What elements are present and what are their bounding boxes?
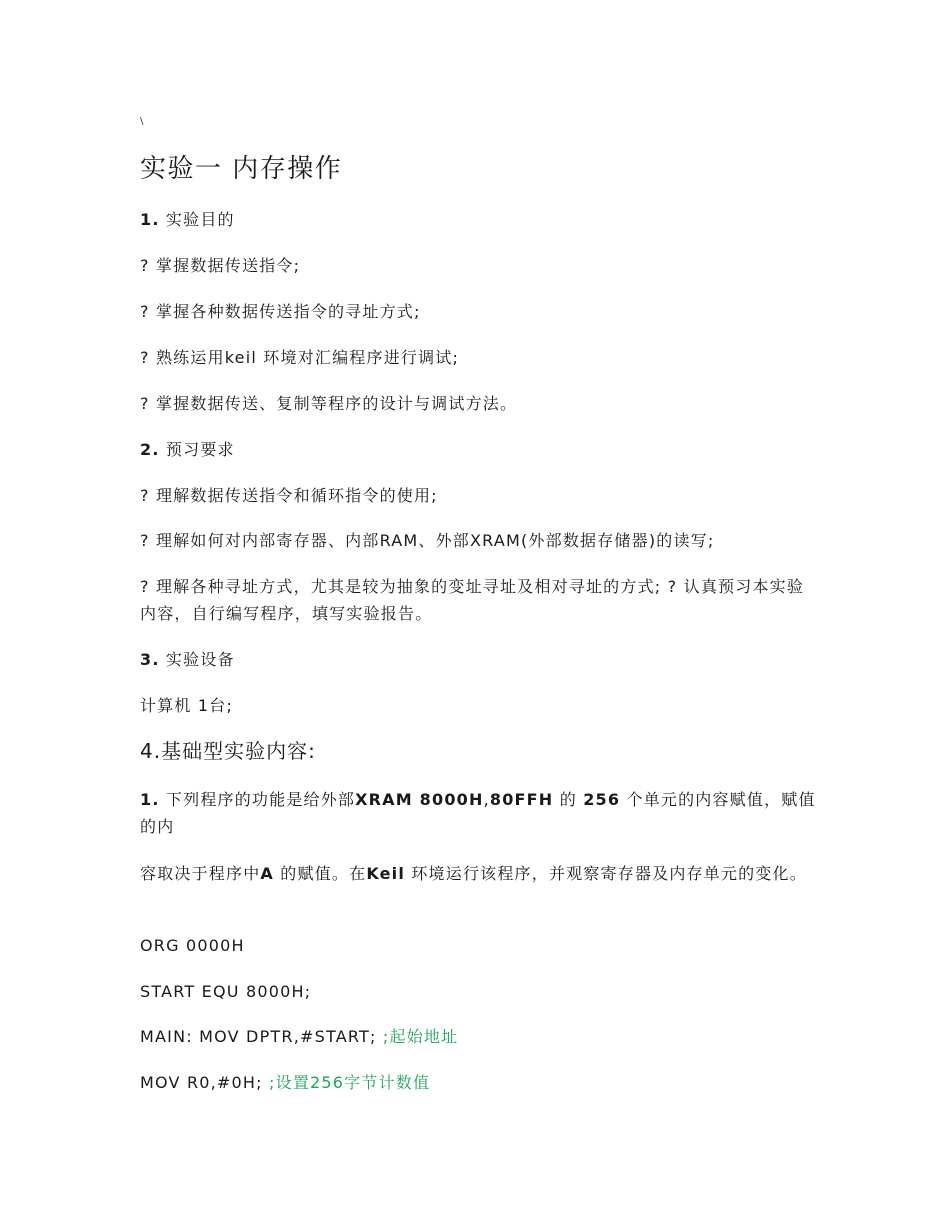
task-1-cont-text-c: 环境运行该程序，并观察寄存器及内存单元的变化。: [411, 864, 807, 883]
goal-item-3: ? 熟练运用keil 环境对汇编程序进行调试;: [140, 348, 460, 367]
code-line-3-comment: ;起始地址: [382, 1027, 459, 1046]
requirement-item-2: ? 理解如何对内部寄存器、内部RAM、外部XRAM(外部数据存储器)的读写;: [140, 531, 715, 550]
requirement-item-3: ? 理解各种寻址方式，尤其是较为抽象的变址寻址及相对寻址的方式; ? 认真预习本实验内容，自行编写程序，填写实验报告。: [140, 577, 805, 623]
goal-item-2: ? 掌握各种数据传送指令的寻址方式;: [140, 302, 421, 321]
task-1-xram-end: 80FFH: [489, 790, 554, 809]
task-1-continuation: [140, 860, 820, 887]
section-3-number: 3.: [140, 650, 160, 669]
section-3-heading: [140, 650, 235, 670]
task-1-text-c: 的: [559, 790, 577, 809]
section-2-label: 预习要求: [165, 440, 235, 459]
task-1-cont-register: A: [260, 864, 274, 883]
section-2-heading: [140, 440, 235, 460]
task-1-text-d: 个单元的内容赋值，赋值的内: [140, 790, 816, 836]
task-1-text-a: 下列程序的功能是给外部: [165, 790, 356, 809]
goal-item-1: ? 掌握数据传送指令;: [140, 256, 301, 275]
section-4-heading: 4.基础型实验内容:: [140, 739, 316, 763]
page-title: 实验一 内存操作: [140, 154, 343, 184]
code-line-1: ORG 0000H: [140, 936, 245, 955]
task-1-paragraph: [140, 786, 820, 840]
task-1-xram-start: XRAM 8000H: [355, 790, 484, 809]
device-item: 计算机 1台;: [140, 696, 234, 715]
requirement-item-1: ? 理解数据传送指令和循环指令的使用;: [140, 486, 438, 505]
section-3-label: 实验设备: [165, 650, 235, 669]
code-line-3-code: MAIN: MOV DPTR,#START;: [140, 1027, 377, 1046]
section-1-heading: [140, 210, 235, 230]
task-1-cont-text-a: 容取决于程序中: [140, 864, 261, 883]
section-1-number: 1.: [140, 210, 160, 229]
task-1-cont-keil: Keil: [366, 864, 406, 883]
code-line-4: [140, 1073, 430, 1093]
code-line-2: START EQU 8000H;: [140, 982, 312, 1001]
goal-item-4: ? 掌握数据传送、复制等程序的设计与调试方法。: [140, 394, 518, 413]
code-line-3: [140, 1027, 458, 1047]
section-1-label: 实验目的: [165, 210, 235, 229]
task-1-count: 256: [583, 790, 621, 809]
task-1-text-b: ,: [483, 790, 490, 809]
code-line-4-code: MOV R0,#0H;: [140, 1073, 263, 1092]
task-1-number: 1.: [140, 790, 160, 809]
code-line-4-comment: ;设置256字节计数值: [269, 1073, 431, 1092]
stray-mark: \: [140, 116, 145, 127]
task-1-cont-text-b: 的赋值。在: [280, 864, 367, 883]
section-2-number: 2.: [140, 440, 160, 459]
